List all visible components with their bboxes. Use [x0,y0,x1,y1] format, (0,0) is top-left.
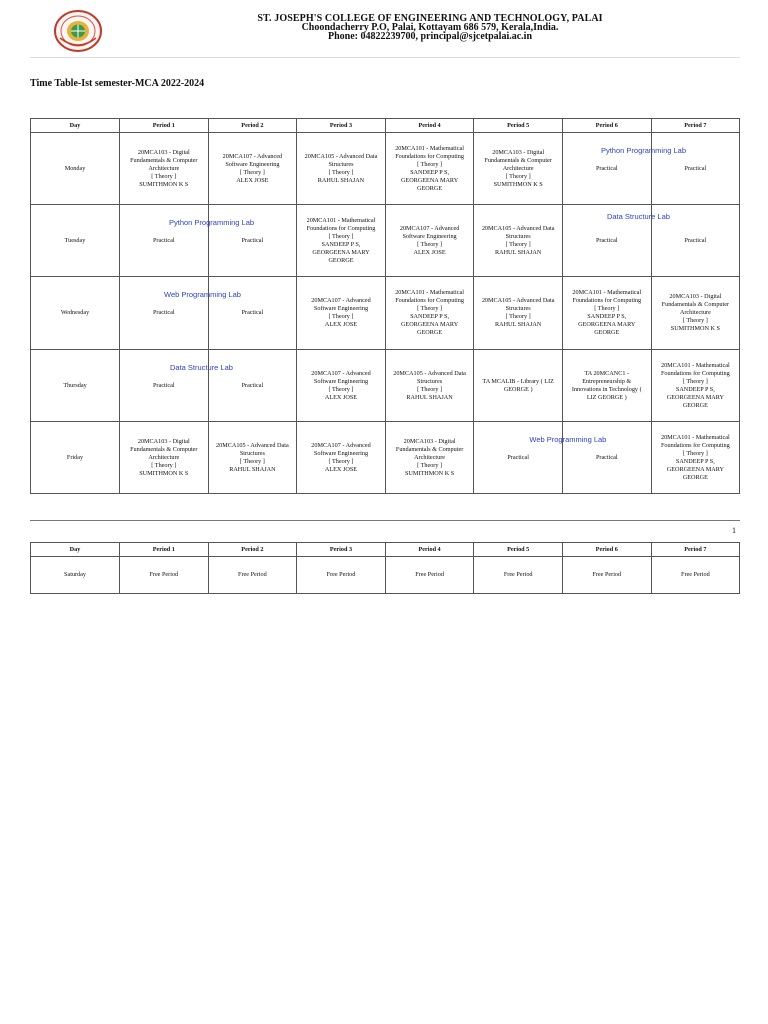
period-cell-lab: Web Programming Lab Practical [474,422,563,494]
col-header-period-5: Period 5 [474,543,563,557]
period-cell-lab: Python Programming Lab Practical [120,205,209,277]
col-header-period-5: Period 5 [474,119,563,133]
page-header [0,0,768,60]
header-row [31,543,740,557]
period-cell: 20MCA105 - Advanced Data Structures [ Theory ] RAHUL SHAJAN [385,350,474,422]
col-header-period-7: Period 7 [651,543,740,557]
lab-title: Data Structure Lab [606,212,670,221]
col-header-period-6: Period 6 [562,119,651,133]
lab-title: Web Programming Lab [529,435,607,444]
period-cell: 20MCA105 - Advanced Data Structures [ Theory ] RAHUL SHAJAN [474,277,563,350]
header-row [31,119,740,133]
period-cell: 20MCA101 - Mathematical Foundations for Computing [ Theory ] SANDEEP P S, GEORGEENA MARY GEORGE [651,422,740,494]
period-cell-lab: Web Programming Lab Practical [120,277,209,350]
col-header-period-1: Period 1 [120,119,209,133]
period-cell: 20MCA103 - Digital Fundamentals & Computer Architecture [ Theory ] SUMITHMON K S [120,133,209,205]
lab-title: Python Programming Lab [600,146,687,155]
period-cell: 20MCA107 - Advanced Software Engineering [ Theory ] ALEX JOSE [297,422,386,494]
period-cell: 20MCA107 - Advanced Software Engineering [ Theory ] ALEX JOSE [297,350,386,422]
lab-title: Python Programming Lab [169,218,255,227]
period-cell: Free Period [120,557,209,594]
day-cell: Saturday [31,557,120,594]
lab-title: Web Programming Lab [164,290,241,299]
period-cell: 20MCA101 - Mathematical Foundations for Computing [ Theory ] SANDEEP P S, GEORGEENA MARY GEORGE [385,133,474,205]
day-cell: Tuesday [31,205,120,277]
col-header-period-2: Period 2 [208,543,297,557]
col-header-period-6: Period 6 [562,543,651,557]
day-cell: Wednesday [31,277,120,350]
col-header-period-7: Period 7 [651,119,740,133]
period-cell: TA MCALIB - Library ( LIZ GEORGE ) [474,350,563,422]
period-cell-lab: Practical [208,350,297,422]
page-number: 1 [732,526,736,535]
table-row-wednesday [31,277,740,350]
col-header-period-3: Period 3 [297,119,386,133]
period-cell-lab: Data Structure Lab Practical [562,205,651,277]
college-name: ST. JOSEPH'S COLLEGE OF ENGINEERING AND TECHNOLOGY, PALAI [257,13,603,24]
period-cell: Free Period [208,557,297,594]
col-header-day: Day [31,119,120,133]
period-cell: Free Period [562,557,651,594]
period-cell: 20MCA103 - Digital Fundamentals & Computer Architecture [ Theory ] SUMITHMON K S [474,133,563,205]
period-cell-lab: Practical [208,205,297,277]
table-row-thursday [31,350,740,422]
period-cell-lab: Practical [208,277,297,350]
period-cell: 20MCA103 - Digital Fundamentals & Computer Architecture [ Theory ] SUMITHMON K S [385,422,474,494]
col-header-period-3: Period 3 [297,543,386,557]
day-cell: Friday [31,422,120,494]
college-address: Choondacherry P.O, Palai, Kottayam 686 579, Kerala,India. [301,22,559,33]
period-cell: 20MCA107 - Advanced Software Engineering [ Theory ] ALEX JOSE [385,205,474,277]
period-cell-lab: Practical [651,205,740,277]
period-cell-lab: Practical [562,422,651,494]
period-cell: 20MCA101 - Mathematical Foundations for Computing [ Theory ] SANDEEP P S, GEORGEENA MARY GEORGE [562,277,651,350]
day-cell: Thursday [31,350,120,422]
period-cell: Free Period [297,557,386,594]
period-cell: Free Period [385,557,474,594]
period-cell: 20MCA101 - Mathematical Foundations for Computing [ Theory ] SANDEEP P S, GEORGEENA MARY GEORGE [651,350,740,422]
page-break-divider [30,520,740,521]
period-cell: 20MCA105 - Advanced Data Structures [ Theory ] RAHUL SHAJAN [297,133,386,205]
header-divider [30,57,740,58]
period-cell-lab: Data Structure Lab Practical [120,350,209,422]
period-cell: 20MCA105 - Advanced Data Structures [ Theory ] RAHUL SHAJAN [208,422,297,494]
period-cell: Free Period [651,557,740,594]
timetable-saturday [30,542,740,594]
period-cell: Free Period [474,557,563,594]
period-cell: 20MCA105 - Advanced Data Structures [ Theory ] RAHUL SHAJAN [474,205,563,277]
table-row-tuesday [31,205,740,277]
period-cell-lab: Practical [651,133,740,205]
table-row-friday [31,422,740,494]
col-header-day: Day [31,543,120,557]
timetable-title: Time Table-Ist semester-MCA 2022-2024 [30,78,205,89]
period-cell: 20MCA103 - Digital Fundamentals & Computer Architecture [ Theory ] SUMITHMON K S [120,422,209,494]
college-logo [52,8,104,54]
period-cell: 20MCA101 - Mathematical Foundations for Computing [ Theory ] SANDEEP P S, GEORGEENA MARY GEORGE [385,277,474,350]
col-header-period-4: Period 4 [385,119,474,133]
period-cell: 20MCA101 - Mathematical Foundations for Computing [ Theory ] SANDEEP P S, GEORGEENA MARY GEORGE [297,205,386,277]
lab-title: Data Structure Lab [170,363,233,372]
table-row-saturday [31,557,740,594]
timetable-weekdays [30,118,740,494]
period-cell: 20MCA107 - Advanced Software Engineering [ Theory ] ALEX JOSE [208,133,297,205]
col-header-period-1: Period 1 [120,543,209,557]
period-cell: TA 20MCANC1 - Entrepreneurship & Innovations in Technology ( LIZ GEORGE ) [562,350,651,422]
table-row-monday [31,133,740,205]
college-contact: Phone: 04822239700, principal@sjcetpalai.ac.in [327,31,533,42]
period-cell: 20MCA107 - Advanced Software Engineering [ Theory ] ALEX JOSE [297,277,386,350]
col-header-period-4: Period 4 [385,543,474,557]
period-cell-lab: Python Programming Lab Practical [562,133,651,205]
period-cell: 20MCA103 - Digital Fundamentals & Computer Architecture [ Theory ] SUMITHMON K S [651,277,740,350]
col-header-period-2: Period 2 [208,119,297,133]
day-cell: Monday [31,133,120,205]
